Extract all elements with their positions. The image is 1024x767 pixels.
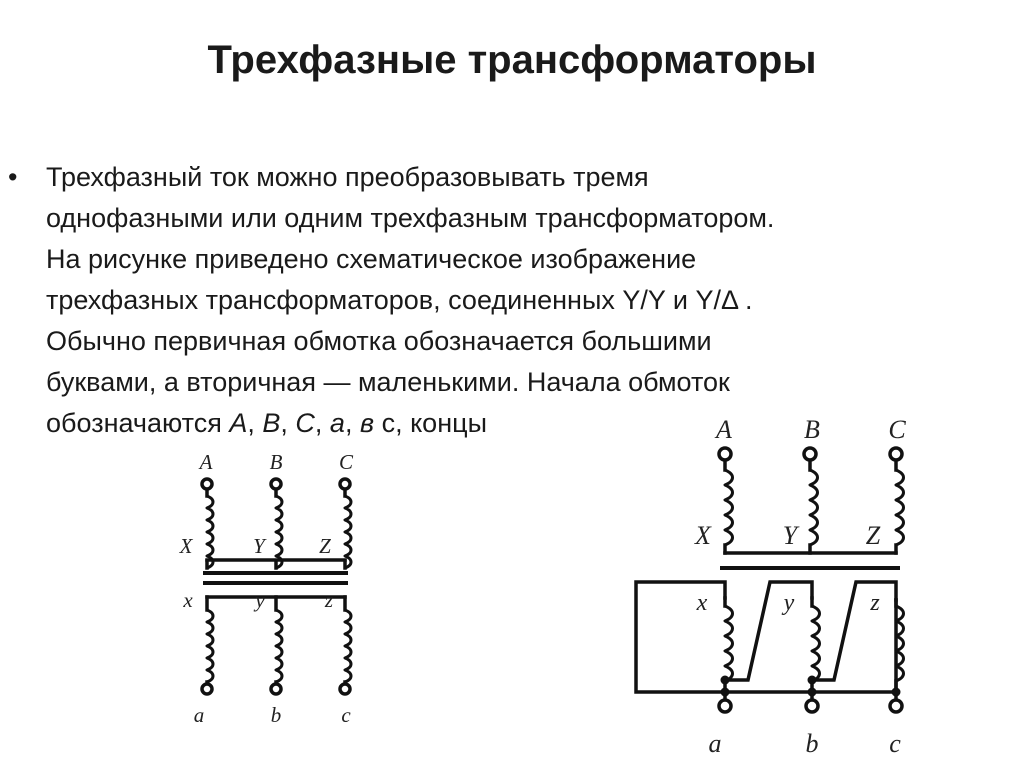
primary-winding-b [810, 460, 818, 553]
label-Z: Z [865, 521, 881, 550]
secondary-winding-a [207, 597, 213, 684]
label-Z: Z [319, 534, 331, 558]
primary-winding-c [896, 460, 904, 553]
text-line: Обычно первичная обмотка обозначается большими [46, 326, 712, 356]
label-x: x [696, 590, 708, 616]
label-B: B [269, 450, 283, 474]
text-line: буквами, а вторичная — маленькими. Начала обмоток [46, 367, 730, 397]
junction-node [892, 688, 901, 697]
diagram-y-y [179, 450, 354, 727]
delta-link-a-b [725, 582, 812, 680]
text-line: Трехфазный ток можно преобразовывать тремя [46, 162, 649, 192]
label-x: x [183, 588, 193, 612]
letter-A: A [229, 408, 248, 438]
separator: , [344, 408, 360, 438]
terminal-A [719, 448, 731, 460]
primary-winding-a [725, 460, 733, 553]
label-c: c [889, 729, 901, 758]
label-A: A [199, 450, 213, 474]
terminal-a [719, 700, 731, 712]
terminal-B [271, 479, 281, 489]
diagram-y-delta [636, 415, 906, 758]
secondary-winding-c [345, 597, 351, 684]
label-b: b [805, 729, 819, 758]
label-y: y [255, 588, 265, 612]
secondary-winding-b [812, 598, 820, 700]
text-suffix: с, концы [374, 408, 487, 438]
slide-title: Трехфазные трансформаторы [207, 38, 817, 82]
terminal-b [271, 684, 281, 694]
label-a: a [193, 703, 205, 727]
letter-B: B [262, 408, 281, 438]
label-C: C [888, 415, 906, 444]
label-A: A [716, 415, 732, 444]
junction-node [808, 688, 817, 697]
letter-v: в [359, 408, 375, 438]
text-line: трехфазных трансформаторов, соединенных Y/Y и Y/Δ . [46, 285, 753, 315]
primary-winding-c [345, 488, 351, 568]
letter-a: a [329, 408, 345, 438]
terminal-b [806, 700, 818, 712]
label-C: C [338, 450, 354, 474]
separator: , [314, 408, 330, 438]
label-Y: Y [253, 534, 265, 558]
label-b: b [270, 703, 282, 727]
delta-link-b-c [812, 582, 896, 680]
terminal-A [202, 479, 212, 489]
text-prefix: обозначаются [46, 408, 230, 438]
separator: , [247, 408, 263, 438]
text-line: На рисунке приведено схематическое изображение [46, 244, 697, 274]
bullet-marker: • [8, 162, 18, 192]
label-a: a [708, 729, 722, 758]
primary-winding-a [207, 488, 213, 568]
label-X: X [179, 534, 193, 558]
terminal-C [340, 479, 350, 489]
label-y: y [783, 590, 795, 616]
label-z: z [870, 590, 880, 616]
junction-node [721, 688, 730, 697]
terminal-a [202, 684, 212, 694]
text-line: однофазными или одним трехфазным трансформатором. [46, 203, 775, 233]
label-X: X [695, 521, 711, 550]
terminal-c [340, 684, 350, 694]
junction-node [721, 676, 730, 685]
label-Y: Y [782, 521, 798, 550]
terminal-B [804, 448, 816, 460]
terminal-c [890, 700, 902, 712]
secondary-winding-b [276, 597, 282, 684]
terminal-C [890, 448, 902, 460]
label-c: c [341, 703, 351, 727]
primary-winding-b [276, 488, 282, 568]
label-B: B [804, 415, 820, 444]
label-z: z [324, 588, 334, 612]
junction-node [808, 676, 817, 685]
separator: , [280, 408, 296, 438]
secondary-winding-a [725, 598, 733, 700]
letter-C: C [295, 408, 315, 438]
